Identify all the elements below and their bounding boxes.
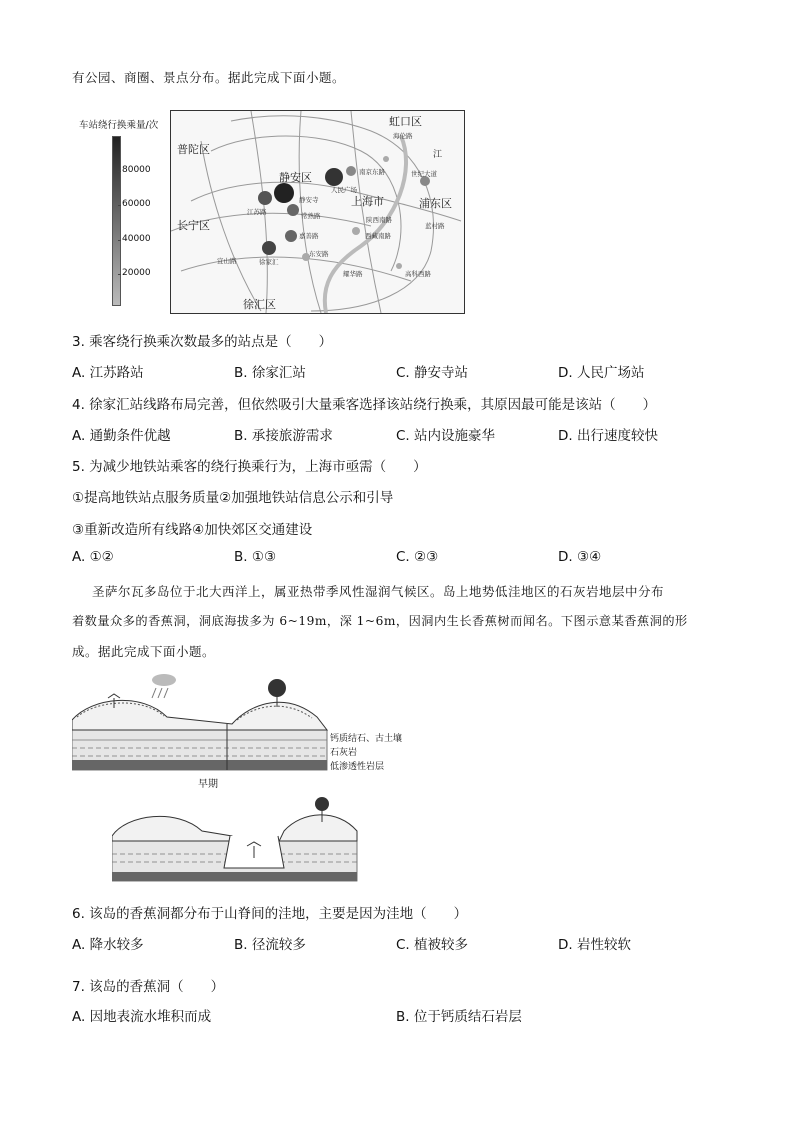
passage-line-1: 圣萨尔瓦多岛位于北大西洋上，属亚热带季风性湿润气候区。岛上地势低洼地区的石灰岩地层中分布 — [92, 584, 665, 599]
metro-map — [170, 110, 465, 314]
station-marker-hailun — [383, 156, 389, 162]
district-label: 虹口区 — [389, 115, 422, 128]
station-label: 常熟路 — [301, 212, 321, 220]
station-marker-renmin — [325, 168, 343, 186]
q5-option-c: C. ②③ — [396, 549, 439, 565]
layer-label-limestone: 石灰岩 — [330, 748, 358, 758]
q7-stem: 7. 该岛的香蕉洞（ ） — [72, 979, 225, 995]
district-label: 静安区 — [279, 171, 312, 184]
station-label: 西藏南路 — [365, 232, 391, 240]
q3-option-c: C. 静安寺站 — [396, 365, 469, 381]
q3-option-a: A. 江苏路站 — [72, 365, 144, 381]
q3-option-b: B. 徐家汇站 — [234, 365, 306, 381]
river-label: 江 — [433, 150, 443, 160]
station-label: 嘉善路 — [299, 232, 319, 240]
station-label: 南京东路 — [359, 168, 385, 176]
intro-line: 有公园、商圈、景点分布。据此完成下面小题。 — [72, 70, 346, 85]
district-label: 普陀区 — [177, 143, 210, 156]
station-label: 人民广场 — [331, 186, 357, 194]
q5-stem: 5. 为减少地铁站乘客的绕行换乘行为，上海市亟需（ ） — [72, 459, 427, 475]
station-marker-xizang — [352, 227, 360, 235]
q5-item-line-1: ①提高地铁站点服务质量②加强地铁站信息公示和引导 — [72, 490, 394, 506]
station-label: 徐家汇 — [259, 258, 279, 266]
station-label: 静安寺 — [299, 196, 319, 204]
station-label: 陕西南路 — [366, 216, 392, 224]
station-label: 宜山路 — [217, 257, 237, 265]
layer-label-calcrete: 钙质结石、古土壤 — [330, 734, 403, 744]
q4-option-c: C. 站内设施豪华 — [396, 428, 496, 444]
station-marker-gaoke — [396, 263, 402, 269]
passage-line-3: 成。据此完成下面小题。 — [72, 644, 216, 659]
q3-stem: 3. 乘客绕行换乘次数最多的站点是（ ） — [72, 334, 333, 350]
station-label: 东安路 — [309, 250, 329, 258]
q3-option-d: D. 人民广场站 — [558, 365, 645, 381]
q5-item-line-2: ③重新改造所有线路④加快郊区交通建设 — [72, 522, 313, 538]
diagram-caption-early: 早期 — [198, 779, 218, 790]
q7-option-b: B. 位于钙质结石岩层 — [396, 1009, 522, 1025]
station-marker-changshu — [287, 204, 299, 216]
station-marker-jiashan — [285, 230, 297, 242]
cave-diagram-late — [112, 796, 362, 886]
rain-cloud-icon — [152, 674, 176, 698]
passage-line-2: 着数量众多的香蕉洞，洞底海拔多为 6~19m，深 1~6m，因洞内生长香蕉树而闻名。下图示意某香蕉洞的形 — [72, 614, 688, 628]
q6-option-d: D. 岩性较软 — [558, 937, 631, 953]
station-marker-xujiahui — [262, 241, 276, 255]
district-label: 徐汇区 — [243, 298, 276, 311]
q5-option-b: B. ①③ — [234, 549, 277, 565]
station-marker-jiangsu — [258, 191, 272, 205]
legend-tick: 40000 — [122, 234, 151, 244]
legend-tick: 20000 — [122, 268, 151, 278]
q7-option-a: A. 因地表流水堆积而成 — [72, 1009, 212, 1025]
q6-option-b: B. 径流较多 — [234, 937, 306, 953]
legend-tick: 60000 — [122, 199, 151, 209]
q6-option-c: C. 植被较多 — [396, 937, 469, 953]
q6-option-a: A. 降水较多 — [72, 937, 144, 953]
district-label: 上海市 — [351, 195, 384, 208]
station-marker-nanjingdong — [346, 166, 356, 176]
q5-option-d: D. ③④ — [558, 549, 602, 565]
q4-stem: 4. 徐家汇站线路布局完善，但依然吸引大量乘客选择该站绕行换乘，其原因最可能是该站（ ） — [72, 397, 657, 413]
district-label: 长宁区 — [177, 219, 210, 232]
q4-option-b: B. 承接旅游需求 — [234, 428, 333, 444]
legend-tick: 80000 — [122, 165, 151, 175]
station-label: 世纪大道 — [411, 170, 437, 178]
station-label: 海伦路 — [393, 132, 413, 140]
q4-option-d: D. 出行速度较快 — [558, 428, 658, 444]
district-label: 浦东区 — [419, 197, 452, 210]
q6-stem: 6. 该岛的香蕉洞都分布于山脊间的洼地，主要是因为洼地（ ） — [72, 906, 468, 922]
legend-title: 车站绕行换乘量/次 — [79, 120, 159, 131]
station-label: 蓝村路 — [425, 222, 445, 230]
station-label: 高科西路 — [405, 270, 431, 278]
q4-option-a: A. 通勤条件优越 — [72, 428, 171, 444]
layer-label-impermeable: 低渗透性岩层 — [330, 762, 385, 772]
station-label: 耀华路 — [343, 270, 363, 278]
q5-option-a: A. ①② — [72, 549, 114, 565]
cave-diagram-early — [72, 672, 332, 777]
station-label: 江苏路 — [247, 208, 267, 216]
legend-gradient-bar — [112, 136, 121, 306]
station-marker-jingan — [274, 183, 294, 203]
